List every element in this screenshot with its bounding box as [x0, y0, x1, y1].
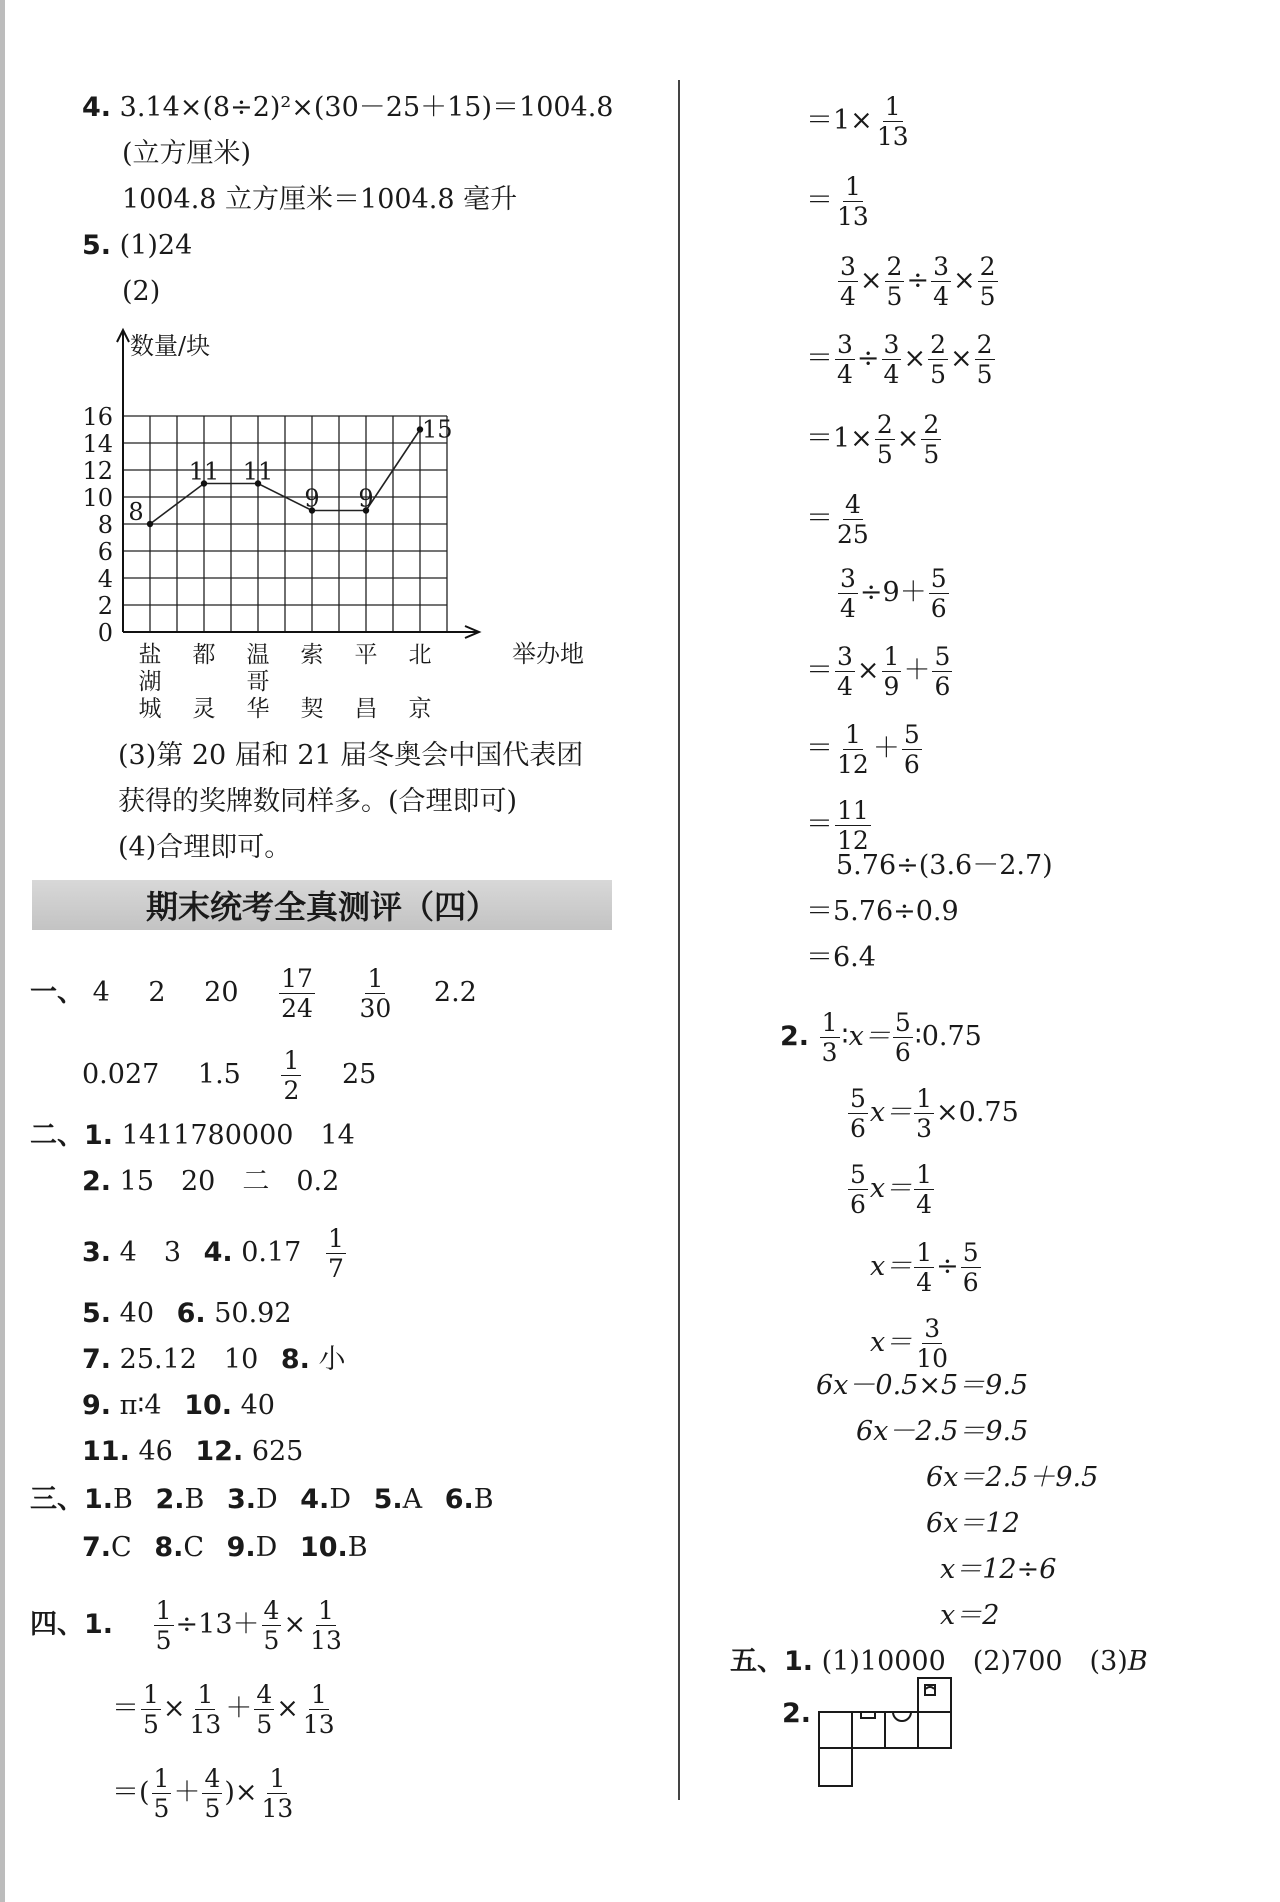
- answer-value: 4: [92, 977, 110, 1008]
- r-calc3-line3: ＝ $\frac{1}{12}$ ＋ $\frac{5}{6}$: [806, 720, 920, 779]
- x-tick-label: 温哥华: [246, 642, 270, 722]
- r-eq-line4: 6x＝12: [926, 1508, 1020, 1539]
- answer-value: 25: [341, 1059, 377, 1090]
- y-tick-label: 6: [97, 538, 113, 566]
- item-number: 1.: [84, 1120, 114, 1151]
- q5-part2: (2): [122, 276, 161, 307]
- cube-net-diagram: [815, 1675, 975, 1790]
- answer-value: 46: [138, 1436, 173, 1467]
- q5-part3-line1: (3)第 20 届和 21 届冬奥会中国代表团: [118, 740, 584, 771]
- item-number: 3.: [82, 1237, 112, 1268]
- r-calc2-line4: ＝ $\frac{4}{25}$: [806, 490, 869, 549]
- x-axis-label: 举办地: [512, 640, 584, 668]
- answer-value: 25.12 10: [119, 1344, 259, 1375]
- r-calc4-line3: ＝6.4: [806, 942, 876, 973]
- item-number: 12.: [195, 1436, 244, 1467]
- item-number: 6.: [176, 1298, 206, 1329]
- data-label: 11: [188, 457, 220, 486]
- q4-conversion: 1004.8 立方厘米＝1004.8 毫升: [122, 184, 518, 215]
- sec2-item9-10: [82, 1388, 275, 1424]
- item-number: 8.: [280, 1344, 310, 1375]
- answer-value: 40: [119, 1298, 154, 1329]
- r-calc2-line1: $\frac{3}{4}$ × $\frac{2}{5}$ ÷ $\frac{3}{4}$ × $\frac{2}{5}$: [840, 252, 996, 311]
- column-divider: [678, 80, 680, 1800]
- sec1-row2: [82, 1048, 376, 1103]
- answer-value: 0.17: [241, 1237, 302, 1268]
- fraction: $\frac{1}{30}$: [359, 964, 392, 1023]
- r-calc4-line2: ＝5.76÷0.9: [806, 896, 959, 927]
- chart-grid: [123, 416, 447, 632]
- item-number: 11.: [82, 1436, 130, 1467]
- sec2-label: 二、: [30, 1120, 84, 1151]
- r-eq-line1: 6x－0.5×5＝9.5: [816, 1370, 1029, 1401]
- y-tick-label: 0: [97, 619, 113, 647]
- sec3-label: 三、: [30, 1484, 84, 1515]
- x-tick-label: 索契: [300, 642, 324, 722]
- sec3-row1: 三、1.B 2.B 3.D 4.D 5.A 6.B: [30, 1484, 494, 1515]
- q5-part4: (4)合理即可。: [118, 832, 292, 863]
- item-number: 5.: [82, 1298, 112, 1329]
- sec5-item1: 五、1. (1)10000 (2)700 (3)B: [730, 1646, 1148, 1677]
- sec5-item2: [782, 1696, 811, 1732]
- answer-value: 1411780000 14: [121, 1120, 355, 1151]
- r-calc4-line1: 5.76÷(3.6－2.7): [836, 850, 1053, 881]
- y-tick-label: 14: [82, 430, 113, 458]
- q4-number: 4.: [82, 92, 112, 123]
- item-number: 2.: [82, 1166, 112, 1197]
- r-eq-line5: x＝12÷6: [940, 1554, 1057, 1585]
- item-number: 2.: [780, 1021, 810, 1052]
- r-q2-line1: 2. $\frac{1}{3}$ ∶x＝ $\frac{5}{6}$ ∶0.75: [780, 1008, 982, 1067]
- sec4-calc1-line2: ＝ $\frac{1}{5}$ × $\frac{1}{13}$ ＋ $\frac{4}{5}$ × $\frac{1}{13}$: [112, 1680, 335, 1739]
- r-calc3-line2: ＝ $\frac{3}{4}$ × $\frac{1}{9}$ ＋ $\frac{5}{6}$: [806, 642, 951, 701]
- sec2-item2: [82, 1164, 339, 1200]
- fraction: $\frac{1}{7}$: [327, 1224, 344, 1283]
- data-label: 8: [128, 498, 144, 526]
- q5-part3-line2: 获得的奖牌数同样多。(合理即可): [118, 786, 518, 817]
- r-q2-line4: x＝ $\frac{1}{4}$ ÷ $\frac{5}{6}$: [870, 1238, 979, 1297]
- r-calc3-line4: ＝ $\frac{11}{12}$: [806, 796, 869, 855]
- answer-value: 20: [204, 977, 239, 1008]
- r-line-1: ＝1× $\frac{1}{13}$: [806, 92, 909, 151]
- sec4-calc1-line3: ＝( $\frac{1}{5}$ ＋ $\frac{4}{5}$ )× $\frac{1}{13}$: [112, 1764, 294, 1823]
- answer-value: 625: [251, 1436, 304, 1467]
- q5-line1: [82, 228, 192, 264]
- y-tick-label: 16: [82, 403, 113, 431]
- q4-unit: (立方厘米): [122, 138, 252, 169]
- q5-part1: (1)24: [119, 230, 193, 261]
- item-number: 2.: [782, 1698, 812, 1729]
- sec3-row2: 7.C 8.C 9.D 10.B: [82, 1532, 368, 1563]
- item-number: 10.: [184, 1390, 233, 1421]
- item-number: 9.: [82, 1390, 112, 1421]
- y-tick-label: 2: [97, 592, 113, 620]
- chart-labels: [82, 403, 452, 722]
- r-eq-line2: 6x－2.5＝9.5: [856, 1416, 1029, 1447]
- answer-value: 0.027: [82, 1059, 160, 1090]
- r-calc2-line3: ＝1× $\frac{2}{5}$ × $\frac{2}{5}$: [806, 410, 940, 469]
- data-label: 11: [242, 457, 274, 486]
- fraction: $\frac{1}{2}$: [283, 1046, 300, 1105]
- answer-value: 15 20 二 0.2: [119, 1166, 340, 1197]
- data-label: 9: [304, 484, 320, 513]
- r-line-2: ＝ $\frac{1}{13}$: [806, 172, 869, 231]
- answer-value: 小: [318, 1344, 346, 1375]
- r-q2-line2: $\frac{5}{6}$ x＝ $\frac{1}{3}$ ×0.75: [850, 1084, 1019, 1143]
- line-chart: [60, 320, 620, 730]
- sec4-calc1-line1: 四、1. $\frac{1}{5}$ ÷13＋ $\frac{4}{5}$ × $\frac{1}{13}$: [30, 1596, 342, 1655]
- data-point: [147, 521, 153, 527]
- x-tick-label: 北京: [408, 642, 432, 722]
- x-tick-label: 盐湖城: [138, 642, 162, 722]
- item-number: 7.: [82, 1344, 112, 1375]
- x-tick-label: 都灵: [192, 642, 216, 722]
- answer-value: 50.92: [214, 1298, 292, 1329]
- answer-value: 40: [240, 1390, 275, 1421]
- y-tick-label: 4: [97, 565, 113, 593]
- y-tick-label: 10: [82, 484, 113, 512]
- answer-value: 2: [148, 977, 166, 1008]
- answer-value: 1.5: [197, 1059, 241, 1090]
- sec5-label: 五、: [730, 1646, 784, 1677]
- r-calc3-line1: $\frac{3}{4}$ ÷9＋ $\frac{5}{6}$: [840, 564, 947, 623]
- q4-line1: [82, 90, 614, 126]
- q4-formula: 3.14×(8÷2)²×(30－25＋15)＝1004.8: [119, 92, 614, 123]
- data-label: 15: [422, 415, 453, 444]
- sec2-item5-6: [82, 1296, 292, 1332]
- r-eq-line3: 6x＝2.5＋9.5: [926, 1462, 1099, 1493]
- page-edge: [0, 0, 5, 1902]
- y-tick-label: 8: [97, 511, 113, 539]
- item-number: 4.: [203, 1237, 233, 1268]
- r-eq-line6: x＝2: [940, 1600, 1000, 1631]
- sec2-item1: [30, 1118, 355, 1154]
- r-q2-line5: x＝ $\frac{3}{10}$: [870, 1314, 949, 1373]
- sec1-label: 一、: [30, 977, 84, 1008]
- r-calc2-line2: ＝ $\frac{3}{4}$ ÷ $\frac{3}{4}$ × $\frac{2}{5}$ × $\frac{2}{5}$: [806, 330, 993, 389]
- sec2-item11-12: [82, 1434, 303, 1470]
- answer-value: 2.2: [433, 977, 477, 1008]
- chart-axes: [117, 330, 479, 638]
- data-label: 9: [358, 484, 374, 513]
- r-q2-line3: $\frac{5}{6}$ x＝ $\frac{1}{4}$: [850, 1160, 933, 1219]
- sec1-row1: [30, 966, 477, 1021]
- sec4-label: 四、: [30, 1609, 84, 1640]
- answer-value: π∶4: [119, 1390, 162, 1421]
- sec2-item7-8: [82, 1342, 346, 1378]
- fraction: $\frac{17}{24}$: [281, 964, 313, 1023]
- x-tick-label: 平昌: [354, 642, 378, 722]
- section-banner: 期末统考全真测评（四）: [32, 880, 612, 930]
- y-tick-label: 12: [82, 457, 113, 485]
- answer-value: 4 3: [119, 1237, 181, 1268]
- y-axis-label: 数量/块: [130, 332, 211, 360]
- sec2-item3-4: [82, 1226, 348, 1281]
- q5-number: 5.: [82, 230, 112, 261]
